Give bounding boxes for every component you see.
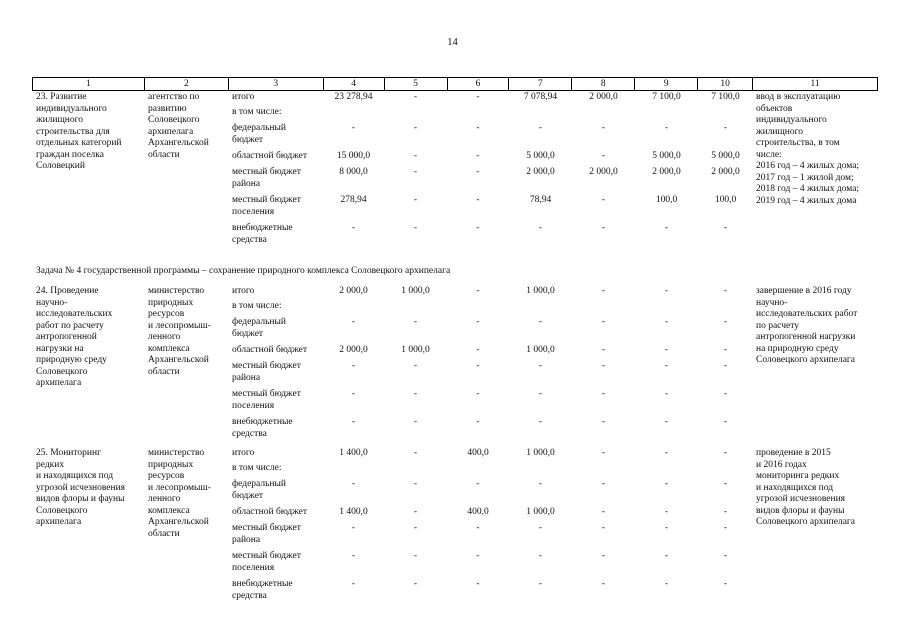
funding-value-col-7: - [538, 389, 543, 399]
executor: министерство природных ресурсов и лесопромыш- ленного комплекса Архангельской области [148, 286, 211, 377]
funding-value-col-10: - [723, 551, 728, 561]
funding-value-col-4: 1 400,0 [339, 507, 368, 517]
funding-value-col-4: - [351, 389, 356, 399]
funding-source-label: местный бюджет поселения [232, 195, 301, 217]
funding-value-col-7: 7 078,94 [523, 92, 558, 102]
funding-value-col-6: - [476, 389, 480, 399]
funding-value-col-5: - [413, 195, 418, 205]
funding-value-col-9: - [664, 551, 669, 561]
funding-value-col-9: 100,0 [655, 195, 678, 205]
funding-value-col-10: 5 000,0 [711, 151, 740, 161]
funding-value-col-9: - [664, 123, 669, 133]
funding-value-col-9: - [664, 479, 669, 489]
funding-value-col-7: - [538, 123, 543, 133]
funding-value-col-10: - [723, 345, 728, 355]
funding-value-col-4: - [351, 479, 356, 489]
funding-value-col-9: 2 000,0 [652, 167, 681, 177]
funding-value-col-5: - [413, 479, 418, 489]
funding-value-col-9: - [664, 389, 669, 399]
funding-value-col-5: - [413, 361, 418, 371]
program-row-25 [32, 447, 878, 607]
header-col-11: 11 [753, 78, 878, 90]
funding-value-col-10: 7 100,0 [711, 92, 740, 102]
funding-source-label: внебюджетные средства [232, 223, 293, 245]
funding-value-col-5: - [413, 523, 418, 533]
funding-value-col-7: 2 000,0 [526, 167, 555, 177]
funding-source-label: местный бюджет поселения [232, 389, 301, 411]
funding-value-col-4: - [351, 361, 356, 371]
funding-value-col-10: - [723, 448, 728, 458]
funding-source-label: внебюджетные средства [232, 579, 293, 601]
funding-value-col-7: 1 000,0 [526, 345, 555, 355]
funding-value-col-5: 1 000,0 [401, 345, 430, 355]
funding-value-col-8: - [601, 523, 606, 533]
funding-value-col-10: - [723, 417, 728, 427]
funding-value-col-6: - [476, 579, 480, 589]
funding-value-col-8: - [601, 389, 606, 399]
funding-value-col-6: - [476, 417, 480, 427]
funding-source-label: в том числе: [232, 301, 282, 311]
header-col-4: 4 [324, 78, 385, 90]
funding-source-label: итого [232, 286, 255, 296]
funding-value-col-4: 8 000,0 [339, 167, 368, 177]
funding-source-label: областной бюджет [232, 345, 308, 355]
funding-value-col-10: - [723, 479, 728, 489]
funding-value-col-9: 7 100,0 [652, 92, 681, 102]
funding-value-col-5: - [413, 223, 418, 233]
header-col-9: 9 [635, 78, 698, 90]
funding-value-col-10: - [723, 223, 728, 233]
task-heading-row [32, 259, 878, 285]
funding-value-col-7: 1 000,0 [526, 286, 555, 296]
funding-value-col-6: - [476, 479, 480, 489]
funding-value-col-6: - [476, 551, 480, 561]
funding-source-label: федеральный бюджет [232, 317, 286, 339]
funding-value-col-8: 2 000,0 [589, 92, 618, 102]
funding-value-col-7: - [538, 361, 543, 371]
funding-value-col-7: 5 000,0 [526, 151, 555, 161]
program-row-23 [32, 91, 878, 259]
funding-value-col-4: - [351, 223, 356, 233]
funding-value-col-9: - [664, 417, 669, 427]
measure-name: 23. Развитие индивидуального жилищного строительства для отдельных категорий граждан поселка Соловецкий [36, 92, 122, 171]
funding-value-col-10: - [723, 523, 728, 533]
funding-source-label: местный бюджет района [232, 523, 301, 545]
funding-value-col-5: - [413, 417, 418, 427]
funding-value-col-5: - [413, 389, 418, 399]
header-col-2: 2 [145, 78, 229, 90]
funding-value-col-10: - [723, 317, 728, 327]
funding-value-col-4: - [351, 123, 356, 133]
page-number: 14 [447, 37, 458, 48]
funding-value-col-10: - [723, 361, 728, 371]
funding-value-col-4: 1 400,0 [339, 448, 368, 458]
funding-value-col-6: - [476, 195, 480, 205]
funding-value-col-6: - [476, 361, 480, 371]
funding-value-col-6: - [476, 345, 480, 355]
header-col-5: 5 [385, 78, 448, 90]
executor: министерство природных ресурсов и лесопромыш- ленного комплекса Архангельской области [148, 448, 211, 539]
funding-value-col-8: - [601, 479, 606, 489]
funding-value-col-4: 15 000,0 [336, 151, 371, 161]
funding-source-label: итого [232, 92, 255, 102]
funding-value-col-5: - [413, 317, 418, 327]
funding-value-col-10: 100,0 [714, 195, 737, 205]
funding-source-label: в том числе: [232, 107, 282, 117]
funding-value-col-9: - [664, 286, 669, 296]
funding-value-col-8: - [601, 151, 606, 161]
funding-value-col-10: - [723, 286, 728, 296]
program-table [32, 77, 878, 607]
funding-value-col-5: 1 000,0 [401, 286, 430, 296]
funding-value-col-5: - [413, 92, 418, 102]
funding-value-col-8: - [601, 417, 606, 427]
funding-value-col-9: - [664, 507, 669, 517]
funding-value-col-6: - [476, 151, 480, 161]
funding-source-label: федеральный бюджет [232, 479, 286, 501]
funding-value-col-8: - [601, 579, 606, 589]
measure-name: 25. Мониторинг редких и находящихся под угрозой исчезновения видов флоры и фауны Соловецкого архипелага [36, 448, 126, 527]
funding-value-col-8: - [601, 361, 606, 371]
header-col-1: 1 [33, 78, 145, 90]
funding-value-col-6: - [476, 286, 480, 296]
funding-value-col-6: - [476, 92, 480, 102]
funding-source-label: федеральный бюджет [232, 123, 286, 145]
funding-value-col-6: - [476, 317, 480, 327]
funding-value-col-10: - [723, 123, 728, 133]
funding-value-col-6: - [476, 123, 480, 133]
funding-value-col-7: - [538, 317, 543, 327]
funding-value-col-4: - [351, 551, 356, 561]
funding-value-col-4: - [351, 417, 356, 427]
funding-value-col-7: - [538, 417, 543, 427]
funding-value-col-8: - [601, 507, 606, 517]
funding-value-col-8: 2 000,0 [589, 167, 618, 177]
funding-value-col-9: - [664, 579, 669, 589]
funding-value-col-4: - [351, 523, 356, 533]
funding-value-col-6: 400,0 [467, 507, 489, 517]
funding-value-col-10: - [723, 389, 728, 399]
expected-result: завершение в 2016 году научно- исследовательских работ по расчету антропогенной нагрузки на природную среду Соловецкого архипелага [756, 286, 858, 365]
funding-source-label: местный бюджет поселения [232, 551, 301, 573]
funding-value-col-6: 400,0 [467, 448, 489, 458]
funding-value-col-4: 2 000,0 [339, 286, 368, 296]
funding-value-col-8: - [601, 317, 606, 327]
funding-value-col-4: 2 000,0 [339, 345, 368, 355]
funding-value-col-5: - [413, 579, 418, 589]
header-col-7: 7 [509, 78, 572, 90]
header-col-3: 3 [229, 78, 324, 90]
funding-value-col-10: - [723, 507, 728, 517]
funding-source-label: местный бюджет района [232, 361, 301, 383]
funding-value-col-7: - [538, 223, 543, 233]
funding-value-col-9: - [664, 448, 669, 458]
header-col-10: 10 [698, 78, 753, 90]
funding-value-col-5: - [413, 551, 418, 561]
funding-value-col-9: - [664, 223, 669, 233]
funding-value-col-9: 5 000,0 [652, 151, 681, 161]
funding-value-col-8: - [601, 223, 606, 233]
header-col-6: 6 [448, 78, 510, 90]
funding-value-col-9: - [664, 361, 669, 371]
funding-value-col-4: - [351, 317, 356, 327]
funding-value-col-7: 1 000,0 [526, 448, 555, 458]
funding-source-label: местный бюджет района [232, 167, 301, 189]
program-row-24 [32, 285, 878, 447]
funding-value-col-8: - [601, 195, 606, 205]
funding-value-col-7: 78,94 [529, 195, 552, 205]
expected-result: ввод в эксплуатацию объектов индивидуального жилищного строительства, в том числе: 2016 год – 4 жилых дома; 2017 год – 1 жилой дом; 2018 год – 4 жилых дома; 2019 год – 4 жилых дома [756, 92, 860, 206]
funding-value-col-8: - [601, 345, 606, 355]
funding-value-col-5: - [413, 167, 418, 177]
expected-result: проведение в 2015 и 2016 годах мониторинга редких и находящихся под угрозой исчезновения видов флоры и фауны Соловецкого архипелага [756, 448, 856, 527]
task-heading: Задача № 4 государственной программы – сохранение природного комплекса Соловецкого архипелага [36, 266, 451, 276]
header-col-8: 8 [572, 78, 635, 90]
funding-value-col-7: - [538, 479, 543, 489]
funding-value-col-10: 2 000,0 [711, 167, 740, 177]
funding-value-col-8: - [601, 286, 606, 296]
funding-value-col-9: - [664, 317, 669, 327]
funding-value-col-7: - [538, 579, 543, 589]
funding-source-label: областной бюджет [232, 151, 308, 161]
funding-value-col-7: - [538, 551, 543, 561]
funding-value-col-5: - [413, 448, 418, 458]
funding-value-col-9: - [664, 523, 669, 533]
table-header-row [32, 77, 878, 91]
funding-value-col-10: - [723, 579, 728, 589]
funding-source-label: внебюджетные средства [232, 417, 293, 439]
funding-value-col-5: - [413, 507, 418, 517]
funding-value-col-4: - [351, 579, 356, 589]
executor: агентство по развитию Соловецкого архипелага Архангельской области [148, 92, 209, 160]
funding-value-col-6: - [476, 223, 480, 233]
funding-source-label: областной бюджет [232, 507, 308, 517]
funding-value-col-6: - [476, 167, 480, 177]
funding-value-col-7: 1 000,0 [526, 507, 555, 517]
measure-name: 24. Проведение научно- исследовательских работ по расчету антропогенной нагрузки на природную среду Соловецкого архипелага [36, 286, 113, 388]
funding-source-label: итого [232, 448, 255, 458]
funding-value-col-7: - [538, 523, 543, 533]
funding-value-col-5: - [413, 151, 418, 161]
funding-source-label: в том числе: [232, 463, 282, 473]
funding-value-col-9: - [664, 345, 669, 355]
funding-value-col-4: 23 278,94 [334, 92, 373, 102]
funding-value-col-4: 278,94 [340, 195, 367, 205]
funding-value-col-8: - [601, 123, 606, 133]
funding-value-col-8: - [601, 551, 606, 561]
funding-value-col-6: - [476, 523, 480, 533]
funding-value-col-8: - [601, 448, 606, 458]
funding-value-col-5: - [413, 123, 418, 133]
